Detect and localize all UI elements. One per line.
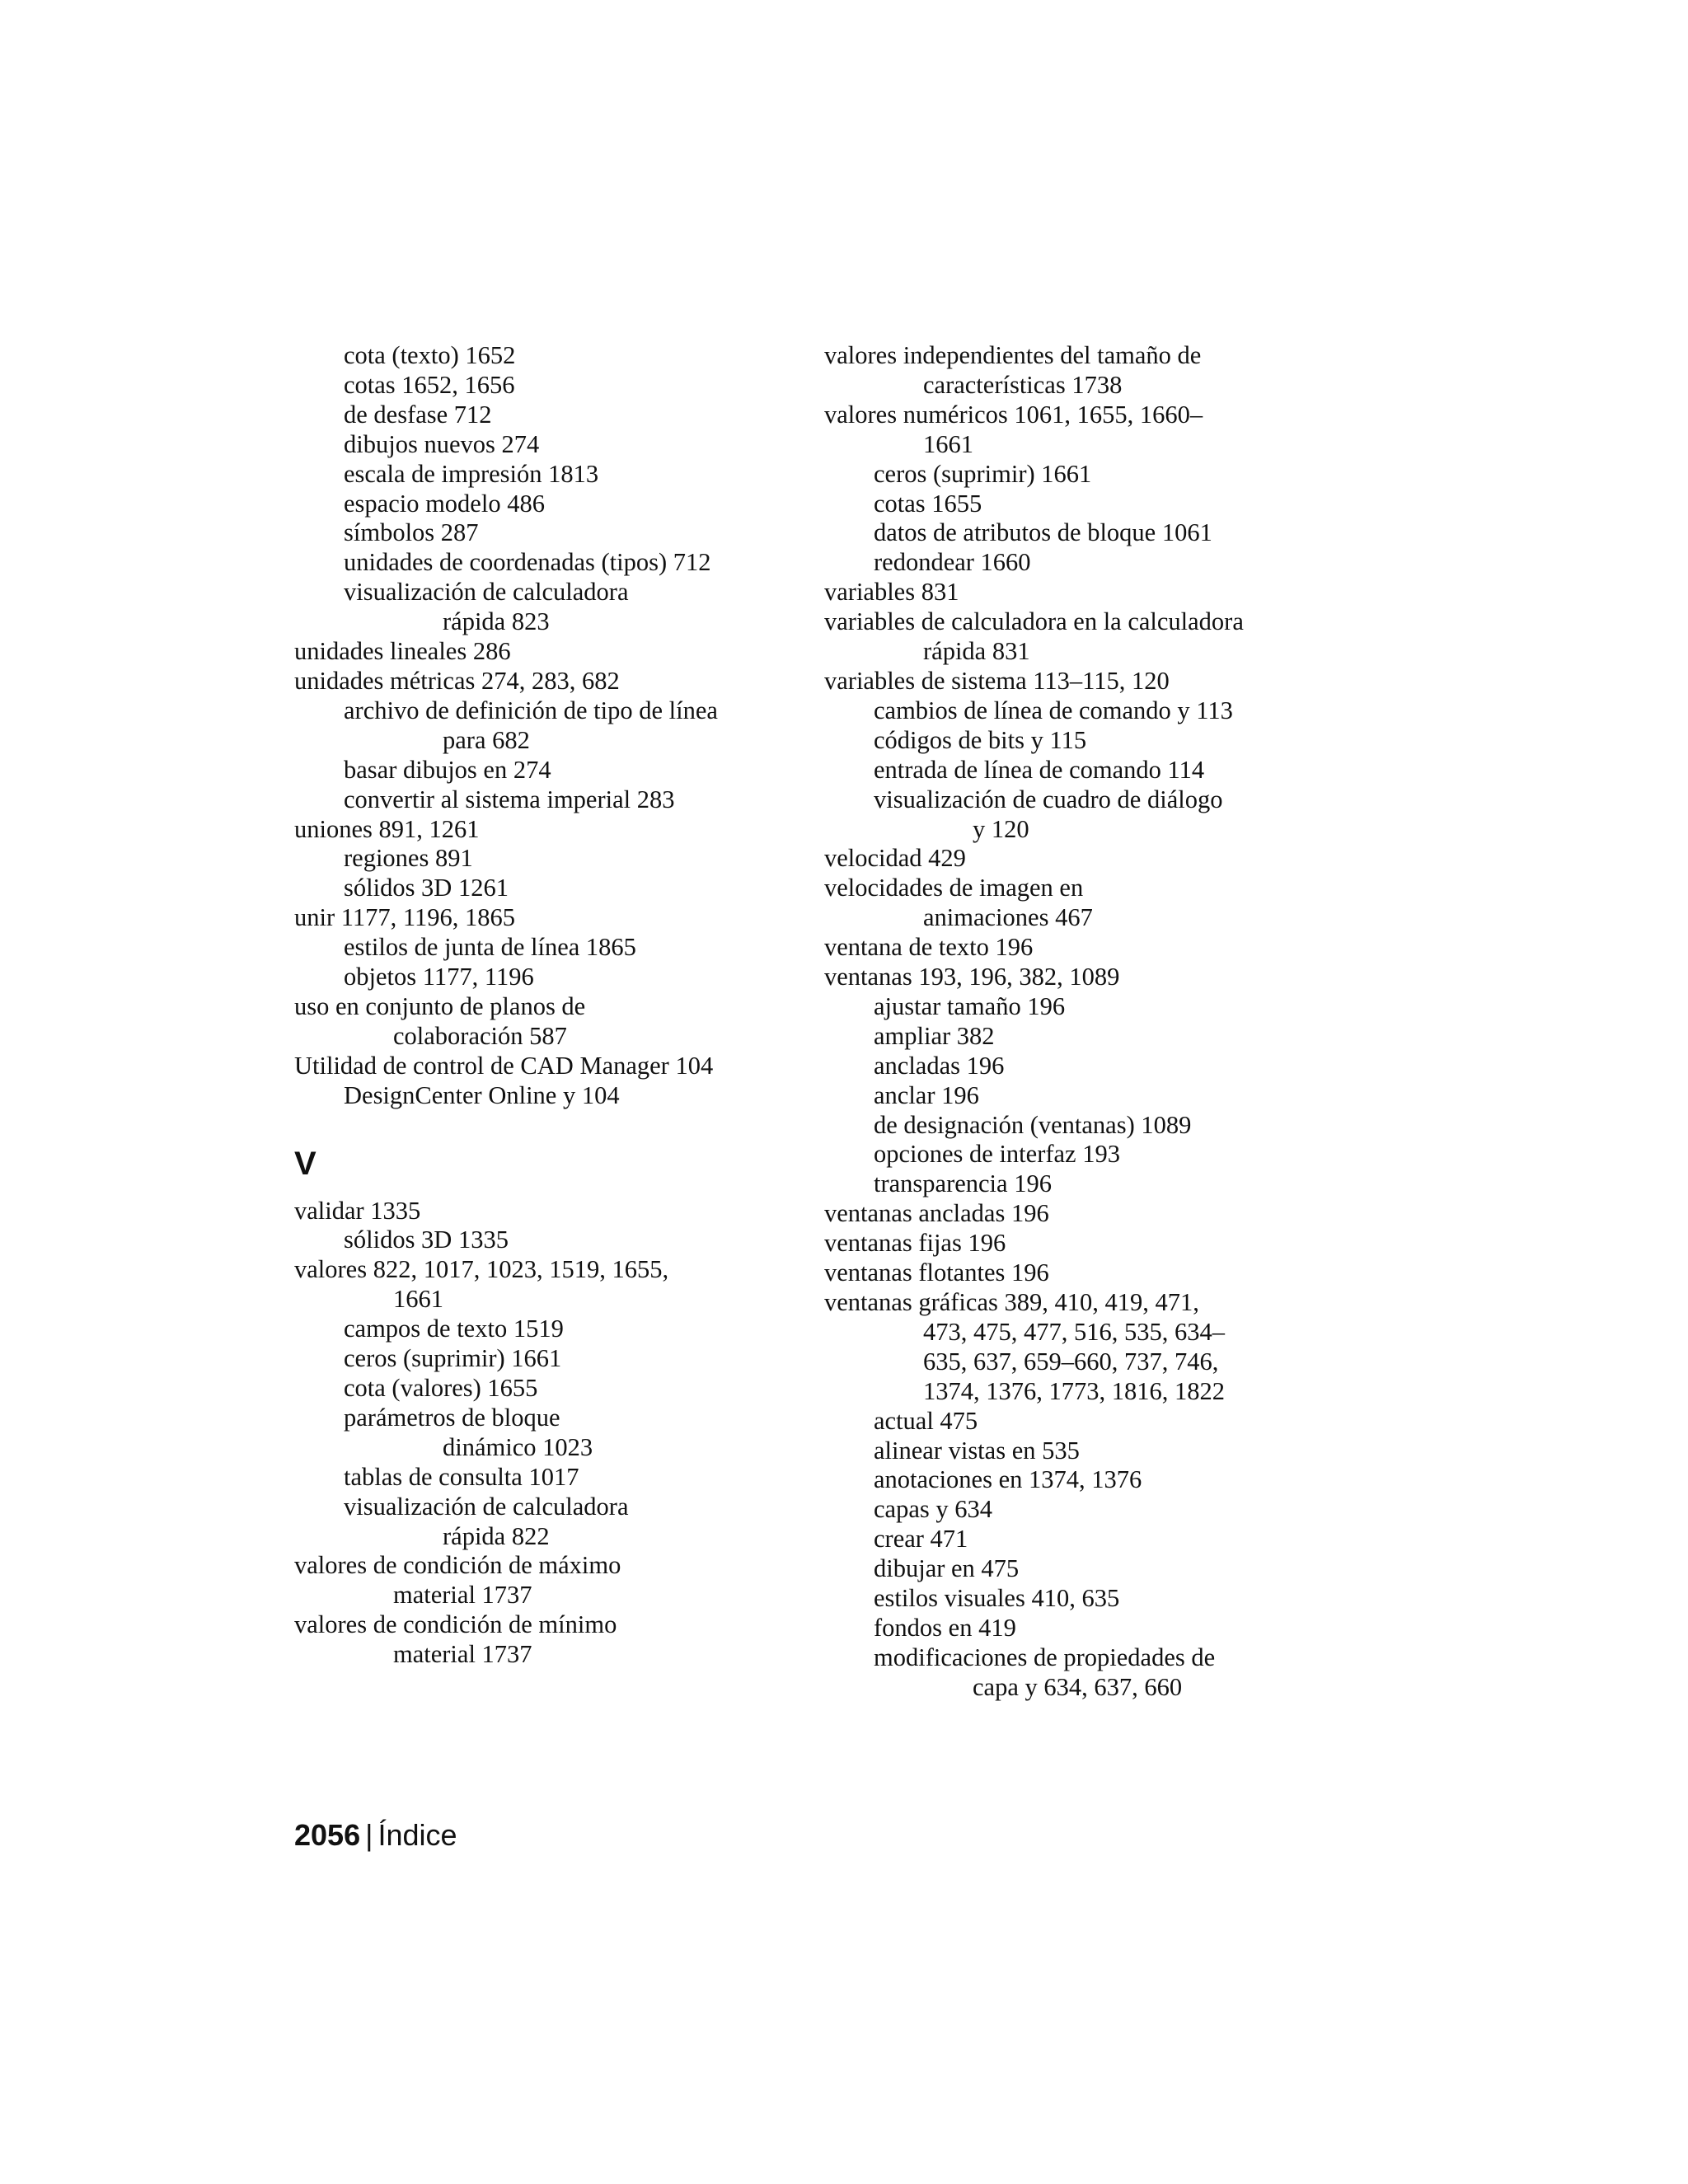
index-subentry: visualización de calculadora bbox=[344, 578, 629, 607]
index-entry: ventanas 193, 196, 382, 1089 bbox=[824, 963, 1120, 991]
index-subentry: actual 475 bbox=[874, 1406, 978, 1435]
index-subentry: redondear 1660 bbox=[874, 548, 1031, 577]
index-entry: velocidades de imagen en bbox=[824, 874, 1084, 902]
index-entry: valores numéricos 1061, 1655, 1660– bbox=[824, 400, 1203, 429]
index-subentry: dinámico 1023 bbox=[443, 1432, 593, 1461]
index-subentry: de designación (ventanas) 1089 bbox=[874, 1110, 1192, 1139]
index-subentry: ceros (suprimir) 1661 bbox=[344, 1344, 562, 1373]
index-subentry: estilos de junta de línea 1865 bbox=[344, 933, 636, 962]
index-subentry: material 1737 bbox=[393, 1640, 532, 1669]
section-heading: V bbox=[294, 1145, 316, 1182]
index-subentry: alinear vistas en 535 bbox=[874, 1436, 1080, 1465]
index-entry: Utilidad de control de CAD Manager 104 bbox=[294, 1051, 714, 1080]
page-number: 2056 bbox=[294, 1818, 361, 1852]
index-subentry: transparencia 196 bbox=[874, 1169, 1052, 1198]
index-entry: unir 1177, 1196, 1865 bbox=[294, 903, 515, 932]
index-subentry: ampliar 382 bbox=[874, 1021, 995, 1050]
index-subentry: rápida 831 bbox=[923, 637, 1030, 666]
index-subentry: crear 471 bbox=[874, 1525, 968, 1554]
index-entry: variables 831 bbox=[824, 578, 959, 607]
index-subentry: códigos de bits y 115 bbox=[874, 725, 1087, 754]
index-entry: ventana de texto 196 bbox=[824, 933, 1034, 962]
index-entry: uniones 891, 1261 bbox=[294, 814, 480, 843]
index-entry: uso en conjunto de planos de bbox=[294, 991, 586, 1020]
index-subentry: modificaciones de propiedades de bbox=[874, 1643, 1216, 1671]
index-subentry: opciones de interfaz 193 bbox=[874, 1140, 1120, 1169]
index-subentry: entrada de línea de comando 114 bbox=[874, 755, 1205, 784]
index-entry: ventanas gráficas 389, 410, 419, 471, bbox=[824, 1288, 1199, 1316]
index-subentry: basar dibujos en 274 bbox=[344, 755, 551, 784]
index-subentry: tablas de consulta 1017 bbox=[344, 1462, 579, 1491]
page-footer bbox=[294, 1817, 457, 1854]
index-subentry: 1374, 1376, 1773, 1816, 1822 bbox=[923, 1376, 1225, 1405]
index-entry: validar 1335 bbox=[294, 1196, 421, 1225]
index-subentry: dibujos nuevos 274 bbox=[344, 429, 540, 458]
index-entry: variables de sistema 113–115, 120 bbox=[824, 666, 1170, 695]
index-entry: ventanas flotantes 196 bbox=[824, 1258, 1049, 1287]
index-subentry: datos de atributos de bloque 1061 bbox=[874, 518, 1212, 547]
index-entry: unidades lineales 286 bbox=[294, 637, 511, 666]
footer-separator: | bbox=[365, 1818, 373, 1852]
index-subentry: archivo de definición de tipo de línea bbox=[344, 696, 718, 724]
index-subentry: de desfase 712 bbox=[344, 400, 492, 429]
index-subentry: estilos visuales 410, 635 bbox=[874, 1584, 1120, 1613]
index-subentry: sólidos 3D 1261 bbox=[344, 874, 509, 902]
index-column-left bbox=[294, 341, 805, 1670]
index-entry: ventanas fijas 196 bbox=[824, 1229, 1006, 1258]
index-subentry: unidades de coordenadas (tipos) 712 bbox=[344, 548, 711, 577]
index-entry: valores de condición de mínimo bbox=[294, 1610, 617, 1639]
index-entry: valores 822, 1017, 1023, 1519, 1655, bbox=[294, 1255, 669, 1284]
index-subentry: capa y 634, 637, 660 bbox=[973, 1672, 1183, 1701]
index-subentry: rápida 822 bbox=[443, 1521, 550, 1550]
index-entry: unidades métricas 274, 283, 682 bbox=[294, 666, 620, 695]
index-subentry: visualización de cuadro de diálogo bbox=[874, 785, 1223, 813]
index-subentry: 635, 637, 659–660, 737, 746, bbox=[923, 1347, 1219, 1376]
index-subentry: ancladas 196 bbox=[874, 1051, 1005, 1080]
index-subentry: campos de texto 1519 bbox=[344, 1315, 564, 1343]
footer-section-title: Índice bbox=[377, 1818, 457, 1852]
index-subentry: símbolos 287 bbox=[344, 518, 479, 547]
index-subentry: 1661 bbox=[393, 1285, 443, 1314]
index-subentry: espacio modelo 486 bbox=[344, 489, 545, 518]
index-subentry: 1661 bbox=[923, 429, 973, 458]
index-subentry: objetos 1177, 1196 bbox=[344, 963, 534, 991]
index-column-right bbox=[824, 341, 1385, 1703]
index-subentry: anclar 196 bbox=[874, 1080, 979, 1109]
index-subentry: y 120 bbox=[973, 814, 1029, 843]
index-subentry: ajustar tamaño 196 bbox=[874, 991, 1066, 1020]
index-entry: valores independientes del tamaño de bbox=[824, 341, 1202, 369]
index-subentry: cota (texto) 1652 bbox=[344, 341, 516, 369]
index-subentry: DesignCenter Online y 104 bbox=[344, 1080, 620, 1109]
index-subentry: regiones 891 bbox=[344, 844, 473, 873]
index-subentry: colaboración 587 bbox=[393, 1021, 567, 1050]
index-subentry: cotas 1652, 1656 bbox=[344, 370, 515, 399]
index-subentry: características 1738 bbox=[923, 370, 1123, 399]
index-subentry: para 682 bbox=[443, 725, 530, 754]
index-subentry: visualización de calculadora bbox=[344, 1492, 629, 1521]
index-subentry: cambios de línea de comando y 113 bbox=[874, 696, 1233, 724]
index-subentry: parámetros de bloque bbox=[344, 1403, 560, 1432]
index-subentry: cotas 1655 bbox=[874, 489, 982, 518]
index-entry: valores de condición de máximo bbox=[294, 1551, 621, 1580]
index-subentry: capas y 634 bbox=[874, 1495, 992, 1524]
index-subentry: convertir al sistema imperial 283 bbox=[344, 785, 675, 813]
index-entry: variables de calculadora en la calculadora bbox=[824, 607, 1244, 636]
index-subentry: anotaciones en 1374, 1376 bbox=[874, 1465, 1142, 1494]
index-subentry: rápida 823 bbox=[443, 607, 550, 636]
index-subentry: ceros (suprimir) 1661 bbox=[874, 459, 1092, 488]
index-subentry: dibujar en 475 bbox=[874, 1554, 1020, 1583]
index-subentry: 473, 475, 477, 516, 535, 634– bbox=[923, 1317, 1225, 1346]
index-subentry: animaciones 467 bbox=[923, 903, 1093, 932]
index-subentry: sólidos 3D 1335 bbox=[344, 1226, 509, 1254]
index-subentry: escala de impresión 1813 bbox=[344, 459, 599, 488]
index-subentry: cota (valores) 1655 bbox=[344, 1374, 538, 1402]
index-entry: ventanas ancladas 196 bbox=[824, 1199, 1049, 1228]
index-subentry: material 1737 bbox=[393, 1581, 532, 1610]
index-subentry: fondos en 419 bbox=[874, 1613, 1016, 1642]
index-entry: velocidad 429 bbox=[824, 844, 966, 873]
